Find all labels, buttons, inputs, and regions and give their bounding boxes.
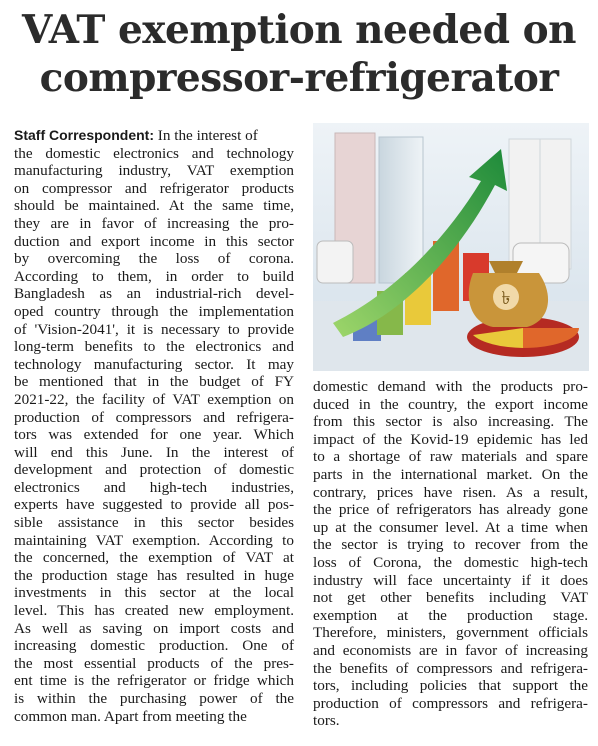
text-line: As well as saving on import costs and [14, 619, 294, 637]
text-line: on compressor and refrigerator products [14, 179, 294, 197]
text-line: exemption at the production stage. [313, 606, 588, 624]
text-line: the most essential products of the pres- [14, 654, 294, 672]
text-line: from this sector is also increasing. The [313, 413, 588, 431]
text-line: domestic demand with the products pro- [313, 378, 588, 395]
text-line: According to them, in order to build [14, 267, 294, 285]
headline [0, 6, 598, 102]
text-line: development and protection of domestic [14, 461, 294, 479]
text-line: production of compressors and refrigera- [14, 408, 294, 426]
text-line: tors was extended for one year. Which [14, 426, 294, 444]
text-line: loss of Corona, the domestic high-tech [313, 553, 588, 571]
text-line: industry will face uncertainty if it does [313, 571, 588, 589]
text-line: Bangladesh as an industrial-rich devel- [14, 285, 294, 303]
byline: Staff Correspondent: [14, 127, 154, 143]
text-line: technology manufacturing sector. It may [14, 355, 294, 373]
text-line: sible assistance in this sector besides [14, 514, 294, 532]
text-line: ent time is the refrigerator or fridge which [14, 672, 294, 690]
text-line: the domestic electronics and technology [14, 144, 294, 162]
text-line: and economists are in favor of increasing [313, 641, 588, 659]
article-column-right [313, 378, 588, 730]
text-line: 2021-22, the facility of VAT exemption on [14, 390, 294, 408]
text-line: the production stage has resulted in huge [14, 566, 294, 584]
text-line: should be maintained. At the same time, [14, 197, 294, 215]
text-line: maintaining VAT exemption. According to [14, 531, 294, 549]
text-line: impact of the Kovid-19 epidemic has led [313, 430, 588, 448]
text-line: oped country through the implementation [14, 302, 294, 320]
text-line: long-term benefits to the electronics and [14, 338, 294, 356]
text-line: production of compressors and refrigera- [313, 694, 588, 712]
fridge-silver [379, 137, 423, 283]
text-line: will end this June. In the interest of [14, 443, 294, 461]
text-line: electronics and high-tech industries, [14, 478, 294, 496]
text-line: experts have suggested to provide all pos- [14, 496, 294, 514]
text-line: the benefits of compressors and refrigera- [313, 659, 588, 677]
text-line: they are in favor of increasing the pro- [14, 214, 294, 232]
article-column-left [14, 127, 294, 725]
text-line: up at the consumer level. At a time when [313, 518, 588, 536]
text-line: by overcoming the loss of corona. [14, 250, 294, 268]
text-line: not get other benefits including VAT [313, 589, 588, 607]
text-line: the price of refrigerators has already gone [313, 501, 588, 519]
text-line: duced in the country, the export income [313, 395, 588, 413]
refrigerator-growth-illustration [313, 123, 589, 371]
text-line: common man. Apart from meeting the [14, 707, 247, 725]
article-photo [313, 123, 589, 371]
text-line: be mentioned that in the budget of FY [14, 373, 294, 391]
text-line-body: In the interest of [154, 127, 258, 144]
text-line: manufacturing industry, VAT exemption [14, 162, 294, 180]
rice-cooker-left [317, 241, 353, 283]
text-line: tors, including policies that support the [313, 677, 588, 695]
text-line: investments in this sector at the local [14, 584, 294, 602]
headline-line-2: compressor-refrigerator [39, 55, 559, 101]
text-line: the sector is trying to recover from the [313, 536, 588, 554]
text-line: parts in the international market. On the [313, 465, 588, 483]
text-line: duction and export income in this sector [14, 232, 294, 250]
text-line: the concerned, the exemption of VAT at [14, 549, 294, 567]
text-line: to a shortage of raw materials and spare [313, 448, 588, 466]
text-line: Therefore, ministers, government officials [313, 624, 588, 642]
text-line: tors. [313, 712, 340, 730]
text-line [14, 127, 294, 145]
text-line: is within the purchasing power of the [14, 690, 294, 707]
text-line: increasing domestic production. One of [14, 637, 294, 655]
text-line: level. This has created new employment. [14, 602, 294, 620]
text-line: of 'Vision-2041', it is necessary to provide [14, 320, 294, 338]
text-line: contrary, prices have risen. As a result, [313, 483, 588, 501]
taka-symbol: ৳ [501, 288, 511, 309]
headline-line-1: VAT exemption needed on [22, 7, 576, 53]
